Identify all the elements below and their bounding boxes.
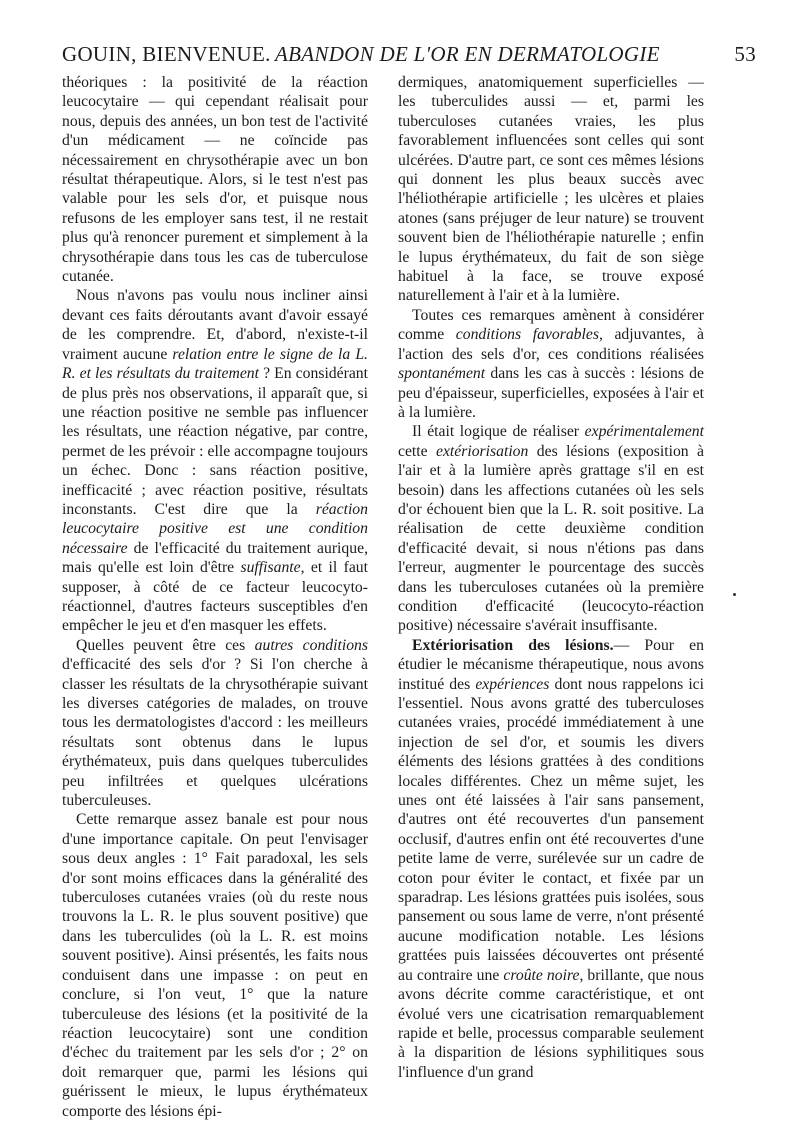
italic-text: expériences	[475, 675, 550, 693]
paragraph	[62, 636, 368, 811]
text-run: cette	[398, 442, 436, 460]
italic-text: spontanément	[398, 365, 486, 383]
text-run: Quelles peuvent être ces	[76, 636, 255, 654]
text-run: dans les cas à succès : lésions de peu d'épaisseur, superficielles, exposées à l'air et à la lumière.	[398, 365, 704, 421]
paragraph	[398, 306, 704, 422]
text-run: ? En considérant de plus près nos observations, il apparaît que, si une réaction positive ne semble pas influencer les résultats, une réaction négative, par contre, permet de les prévoir : elle accompagne toujours un échec. Donc : sans réaction positive, inefficacité ; avec réaction positive, résultats inconstants. C'est dire que la	[62, 365, 368, 518]
paragraph	[398, 422, 704, 635]
paragraph	[62, 286, 368, 635]
paragraph	[398, 636, 704, 1082]
italic-text: suffisante	[240, 559, 301, 577]
section-heading: Extériorisation des lésions.	[412, 636, 614, 654]
text-run: Nous n'avons pas voulu nous incliner ainsi devant ces faits déroutants avant d'avoir essayé de les comprendre. Et, d'abord, n'existe-t-il vraiment aucune	[62, 287, 368, 363]
italic-text: conditions favorables	[455, 326, 599, 344]
margin-dot	[733, 593, 736, 596]
text-run: , adjuvantes, à l'action des sels d'or, ces conditions réalisées	[398, 326, 704, 363]
italic-text: extériorisation	[436, 442, 529, 460]
italic-text: croûte noire	[503, 966, 580, 984]
italic-text: réaction leucocytaire positive est une condition nécessaire	[62, 500, 368, 557]
page-number: 53	[734, 42, 756, 66]
text-run: — Pour en étudier le mécanisme thérapeutique, nous avons institué des	[398, 636, 704, 693]
italic-text: expérimentalement	[584, 423, 704, 441]
text-run: , brillante, que nous avons décrite comme caractéristique, et ont évolué vers une cicatrisation remarquablement rapide et belle, processus comparable seulement à la disparition de lésions syphilitiques sous l'influence d'un grand	[398, 966, 704, 1081]
text-run: de l'efficacité du traitement aurique, mais qu'elle est loin d'être	[62, 539, 368, 577]
italic-text: autres conditions	[254, 636, 368, 654]
paragraph: dermiques, anatomiquement superficielles — les tuberculides aussi — et, parmi les tuberculoses cutanées vraies, les plus favorablement influencées sont celles qui sont ulcérées. D'autre part, ce sont ces mêmes lésions qui donnent les plus beaux succès avec l'héliothérapie artificielle ; les ulcères et plaies atones (sans préjuger de leur nature) se trouvent souvent bien de l'héliothérapie naturelle ; enfin le lupus érythémateux, du fait de son siège habituel à la face, se trouve exposé naturellement à l'air et à la lumière.	[398, 74, 704, 305]
header-authors: GOUIN, BIENVENUE.	[62, 42, 271, 66]
right-column	[398, 73, 704, 1082]
text-run: Il était logique de réaliser	[412, 423, 585, 441]
running-header	[62, 40, 756, 70]
text-run: Toutes ces remarques amènent à considérer comme	[398, 306, 704, 344]
left-column	[62, 73, 368, 1121]
text-run: dont nous rappelons ici l'essentiel. Nous avons gratté des tuberculoses cutanées vraies, procédé immédiatement à une injection de sel d'or, et soumis les divers éléments des lésions grattées à des conditions locales différentes. Chez un même sujet, les unes ont été laissées à l'air sans pansement, d'autres ont été recouvertes d'un pansement occlusif, d'autres enfin ont été recouvertes d'une petite lame de verre, surélevée sur un cadre de coton pour éviter le contact, et fixée par un sparadrap. Les lésions grattées puis isolées, sous pansement ou sous lame de verre, n'ont présenté aucune modification notable. Les lésions grattées puis laissées découvertes ont présenté au contraire une	[398, 675, 704, 984]
text-run: des lésions (exposition à l'air et à la lumière après grattage s'il en est besoin) dans les affections cutanées où les sels d'or échouent bien que la L. R. soit positive. La réalisation de cette deuxième condition d'efficacité devait, si nous n'étions pas dans l'erreur, augmenter le pourcentage des succès dans les tuberculoses cutanées où la première condition d'efficacité (leucocyto-réaction positive) nécessaire s'avérait insuffisante.	[398, 442, 704, 635]
paragraph: théoriques : la positivité de la réaction leucocytaire — qui cependant réalisait pour nous, depuis des années, un bon test de l'activité d'un médicament — ne coïncide pas nécessairement en chrysothérapie avec un bon résultat thérapeutique. Alors, si le test n'est pas valable pour les sels d'or, et puisque nous refusons de les employer sans test, il ne restait plus qu'à renoncer purement et simplement à la chrysothérapie dans tous les cas de tuberculose cutanée.	[62, 74, 368, 286]
italic-text: relation entre le signe de la L. R. et les résultats du traitement	[62, 345, 368, 383]
text-run: d'efficacité des sels d'or ? Si l'on cherche à classer les résultats de la chrysothérapie suivant les diverses catégories de malades, on trouve tous les dermatologistes d'accord : les meilleurs résultats sont obtenus dans le lupus érythémateux, puis dans quelques tuberculides peu infiltrées et quelques ulcérations tuberculeuses.	[62, 656, 368, 810]
text-run: , et il faut supposer, à côté de ce facteur leucocyto-réactionnel, d'autres facteurs susceptibles d'en empêcher le jeu et d'en masquer les effets.	[62, 559, 368, 635]
paragraph: Cette remarque assez banale est pour nous d'une importance capitale. On peut l'envisager sous deux angles : 1° Fait paradoxal, les sels d'or sont moins efficaces dans la généralité des tuberculoses cutanées vraies (où du reste nous trouvons la L. R. le plus souvent positive) que dans les tuberculides (où la L. R. est moins souvent positive). Ainsi présentés, les faits nous conduisent dans une impasse : on peut en conclure, si l'on veut, 1° que la nature tuberculeuse des lésions (et la positivité de la réaction leucocytaire) sont une condition d'échec du traitement par les sels d'or ; 2° on doit remarquer que, parmi les lésions qui guérissent le mieux, le lupus érythémateux comporte des lésions épi-	[62, 811, 368, 1120]
header-title: ABANDON DE L'OR EN DERMATOLOGIE	[275, 42, 660, 66]
